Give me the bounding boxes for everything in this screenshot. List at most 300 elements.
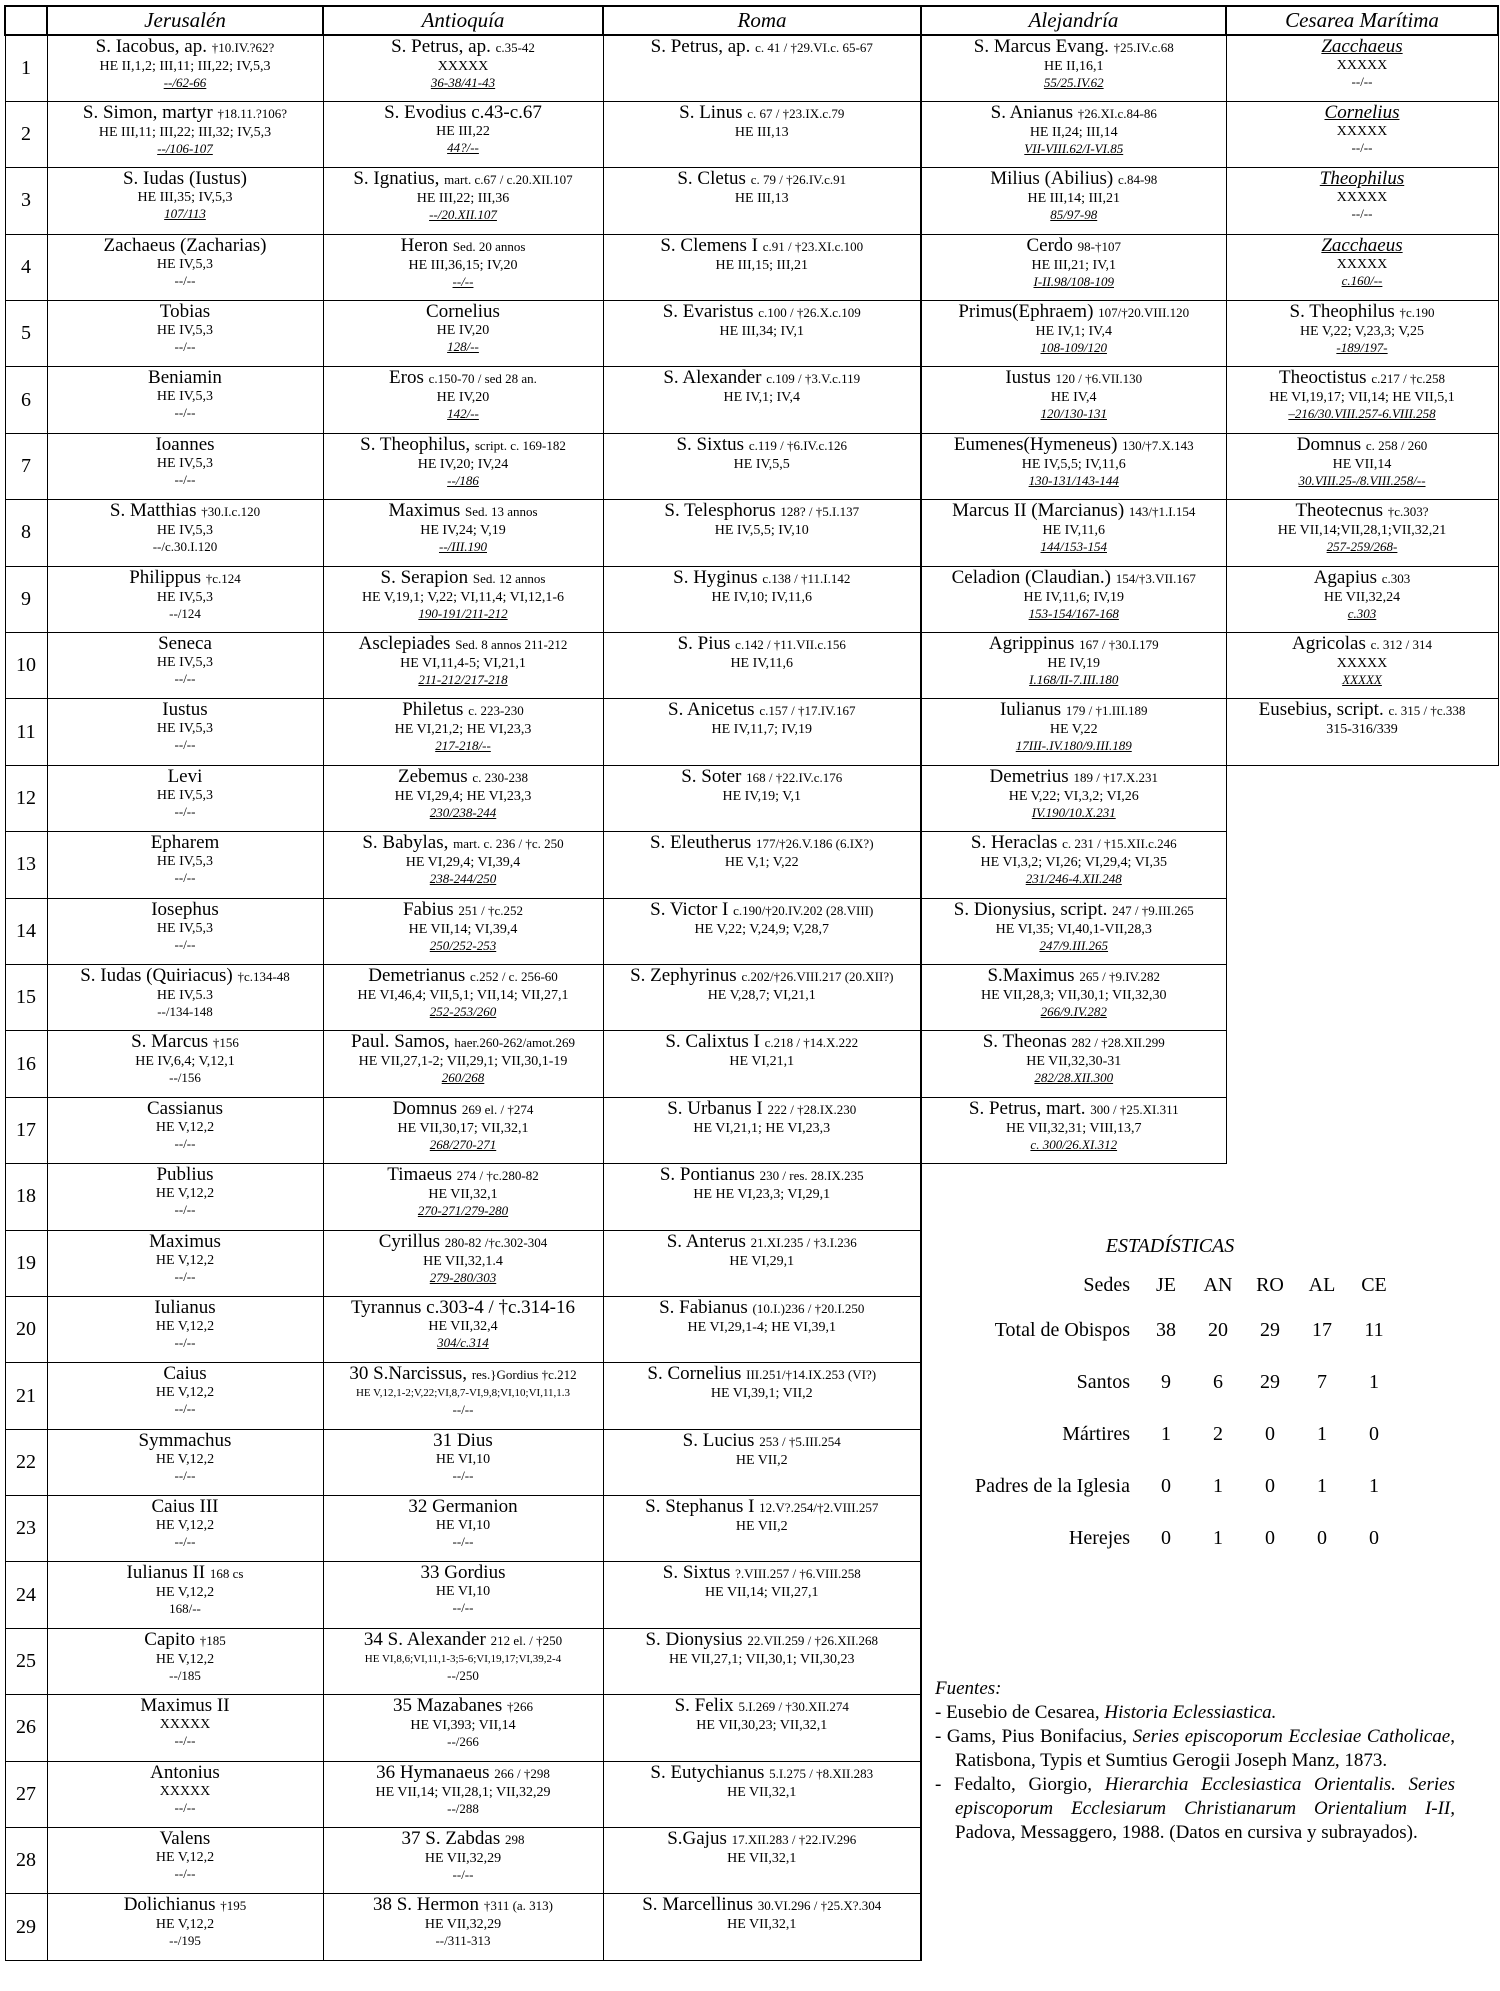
source-title: Series episcoporum Ecclesiae Catholicae	[1132, 1726, 1451, 1747]
bishop-name-text: Symmachus	[138, 1429, 232, 1451]
pontificate-dates: 282/28.XII.300	[1034, 1070, 1114, 1086]
bishop-name-text: Valens	[159, 1828, 211, 1850]
bishop-name-text: S. Ignatius,	[353, 168, 440, 190]
source-ref: HE VII,32,4	[428, 1318, 498, 1334]
bishop-name-text: S. Cletus	[677, 168, 746, 190]
source-author: - Fedalto, Giorgio,	[935, 1774, 1105, 1795]
bishop-name-text: Cassianus	[147, 1097, 223, 1119]
cell-jerusalen	[47, 367, 323, 433]
row-number: 19	[5, 1230, 47, 1296]
bishop-name	[924, 1098, 1224, 1120]
pontificate-dates: --/195	[169, 1933, 201, 1949]
bishop-name	[606, 1231, 919, 1253]
source-ref: HE IV,5,5; IV,10	[714, 523, 809, 539]
table-row	[5, 898, 1498, 964]
bishop-name-text: S. Iacobus, ap.	[95, 36, 207, 57]
bishop-dates: 143/†1.I.154	[1128, 504, 1196, 520]
cell-alejandria	[921, 433, 1226, 499]
bishop-name-text: Capito	[144, 1628, 195, 1650]
row-number: 22	[5, 1429, 47, 1495]
pontificate-dates: --/--	[452, 1534, 474, 1550]
row-number: 29	[5, 1894, 47, 1960]
source-ref: HE IV,5,3	[156, 787, 214, 803]
source-ref: XXXXX	[1336, 656, 1388, 672]
source-ref: HE III,15; III,21	[715, 257, 809, 273]
bishop-name-text: Philetus	[402, 699, 464, 721]
bishop-dates: 130/†7.X.143	[1122, 437, 1194, 453]
bishop-name	[50, 367, 321, 388]
cell-cesarea	[1226, 566, 1498, 632]
pontificate-dates: 55/25.IV.62	[1043, 75, 1104, 90]
bishop-name	[606, 367, 919, 389]
cell-roma	[603, 765, 921, 831]
cell-roma	[603, 101, 921, 167]
bishop-name	[606, 1695, 919, 1717]
source-ref: HE VII,14; VII,28,1; VII,32,29	[375, 1784, 551, 1800]
source-ref: HE IV,11,6	[1042, 523, 1106, 539]
bishop-name-text: Philippus	[129, 566, 202, 588]
bishop-name	[606, 1762, 919, 1784]
source-ref: HE VII,32,29	[424, 1917, 502, 1933]
table-row	[5, 500, 1498, 566]
cell-roma	[603, 1828, 921, 1894]
bishop-name	[326, 36, 601, 58]
bishop-name-text: S. Fabianus	[659, 1296, 748, 1318]
row-number: 4	[5, 234, 47, 300]
bishop-name-text: 36 Hymanaeus	[376, 1761, 490, 1783]
header-jerusalen: Jerusalén	[47, 6, 323, 35]
bishop-name	[50, 567, 321, 589]
row-number: 10	[5, 633, 47, 699]
cell-antioquia	[323, 35, 603, 101]
bishop-name	[606, 832, 919, 854]
bishop-dates: 253 / †5.III.254	[759, 1433, 841, 1449]
source-publisher: , Ratisbona, Typis et Sumtius Gerogii Joseph Manz, 1873.	[955, 1726, 1455, 1771]
bishop-name-text: S. Eutychianus	[650, 1761, 765, 1783]
bishop-name	[50, 1031, 321, 1053]
bishop-name	[1229, 102, 1496, 123]
bishop-name	[1229, 36, 1496, 57]
source-author: - Eusebio de Cesarea,	[935, 1702, 1105, 1723]
row-number: 26	[5, 1695, 47, 1761]
bishop-name	[326, 367, 601, 389]
bishop-name	[326, 1894, 601, 1916]
bishop-name-text: S. Evaristus	[662, 301, 754, 323]
source-ref: HE V,12,2	[155, 1385, 215, 1401]
stats-label: Santos	[1076, 1370, 1130, 1393]
cell-roma	[603, 1296, 921, 1362]
row-number: 20	[5, 1296, 47, 1362]
bishop-name	[50, 168, 321, 189]
source-ref: HE IV,5.3	[156, 987, 214, 1003]
pontificate-dates: 250/252-253	[429, 937, 497, 953]
source-ref: HE V,12,2	[155, 1518, 215, 1534]
source-ref: HE VII,27,1; VII,30,1; VII,30,23	[669, 1651, 855, 1667]
bishop-name-text: S. Theophilus	[1289, 301, 1395, 323]
bishop-name-text: S. Pius	[677, 633, 731, 655]
cell-antioquia	[323, 1628, 603, 1694]
source-ref: HE III,14; III,21	[1027, 191, 1121, 207]
table-row	[5, 1164, 1498, 1230]
bishop-name	[50, 1629, 321, 1651]
bishop-dates: res.}Gordius †c.212	[471, 1367, 577, 1383]
cell-alejandria	[921, 1097, 1226, 1163]
bishop-dates: 300 / †25.XI.311	[1090, 1101, 1179, 1117]
source-ref: XXXXX	[1336, 256, 1388, 272]
bishop-name	[50, 500, 321, 522]
source-ref: HE VII,30,23; VII,32,1	[696, 1718, 828, 1734]
stats-value: 1	[1317, 1474, 1327, 1497]
empty-cell	[1226, 832, 1498, 898]
bishops-table	[4, 5, 1499, 1961]
bishop-name	[606, 1363, 919, 1385]
bishop-name	[1229, 367, 1496, 389]
bishop-dates: c. 312 / 314	[1370, 637, 1432, 653]
cell-jerusalen	[47, 1230, 323, 1296]
source-ref: HE VI,21,1; HE VI,23,3	[693, 1120, 831, 1136]
source-ref: HE III,22; III,36	[416, 191, 510, 207]
bishop-name	[326, 965, 601, 987]
bishop-dates: c.218 / †14.X.222	[764, 1035, 859, 1051]
bishop-name-text: S. Petrus, ap.	[391, 36, 491, 57]
source-ref: HE IV,20; IV,24	[417, 456, 509, 472]
source-ref: XXXXX	[1336, 190, 1388, 206]
bishop-name	[606, 434, 919, 456]
pontificate-dates: c.303	[1347, 605, 1377, 621]
bishop-name-text: Caius	[163, 1363, 207, 1385]
bishop-name-text: S.Gajus	[667, 1828, 727, 1850]
bishop-name-text: Agapius	[1313, 566, 1378, 588]
bishop-name	[50, 832, 321, 853]
pontificate-dates: --/--	[174, 1135, 196, 1151]
pontificate-dates: XXXXX	[1342, 672, 1382, 688]
bishop-dates: 282 / †28.XII.299	[1071, 1035, 1165, 1051]
bishop-dates: †c.303?	[1387, 504, 1429, 520]
stats-header-cell: AL	[1308, 1273, 1336, 1296]
source-ref: HE II,16,1	[1044, 59, 1104, 74]
cell-antioquia	[323, 832, 603, 898]
cell-antioquia	[323, 1695, 603, 1761]
row-number: 7	[5, 433, 47, 499]
empty-cell	[1226, 1164, 1498, 1230]
cell-roma	[603, 1097, 921, 1163]
bishop-name	[50, 434, 321, 455]
row-number: 25	[5, 1628, 47, 1694]
bishop-name	[50, 1828, 321, 1849]
stats-table	[930, 1266, 1400, 1564]
bishop-name-text: S. Serapion	[380, 566, 469, 588]
bishop-name-text: Zebemus	[397, 765, 468, 787]
bishop-dates: 247 / †9.III.265	[1112, 902, 1194, 918]
cell-antioquia	[323, 898, 603, 964]
bishop-dates: 17.XII.283 / †22.IV.296	[731, 1832, 857, 1848]
pontificate-dates: 17III-.IV.180/9.III.189	[1015, 738, 1132, 754]
empty-cell	[1226, 1562, 1498, 1628]
sources-heading: Fuentes:	[935, 1678, 1002, 1699]
bishop-dates: 230 / res. 28.IX.235	[759, 1168, 864, 1184]
bishop-dates: c.84-98	[1117, 172, 1158, 188]
bishop-dates: c. 79 / †26.IV.c.91	[750, 172, 847, 188]
stats-row	[930, 1408, 1400, 1460]
bishop-name-text: S. Petrus, mart.	[968, 1097, 1086, 1119]
bishop-name-text: Celadion (Claudian.)	[951, 566, 1111, 588]
source-ref: HE III,13	[734, 191, 789, 207]
bishop-name	[50, 1430, 321, 1451]
pontificate-dates: --/III.190	[438, 539, 487, 555]
bishop-name	[924, 633, 1224, 655]
bishop-name-text: Tobias	[159, 301, 211, 323]
source-ref: HE IV,1; IV,4	[1035, 324, 1112, 340]
pontificate-dates: 30.VIII.25-/8.VIII.258/--	[1298, 472, 1426, 488]
bishop-dates: †30.I.c.120	[201, 504, 261, 520]
bishop-name	[606, 235, 919, 257]
cell-jerusalen	[47, 1894, 323, 1960]
stats-value: 0	[1369, 1526, 1379, 1549]
cell-antioquia	[323, 1562, 603, 1628]
pontificate-dates: --/311-313	[435, 1933, 491, 1949]
cell-jerusalen	[47, 168, 323, 234]
pontificate-dates: 270-271/279-280	[417, 1203, 509, 1219]
source-ref: HE V,22; VI,3,2; VI,26	[1008, 788, 1139, 804]
bishop-dates: c.35-42	[495, 40, 535, 55]
pontificate-dates: 247/9.III.265	[1039, 937, 1109, 953]
bishop-name-text: S. Iudas (Quiriacus)	[80, 964, 233, 986]
stats-value: 1	[1369, 1370, 1379, 1393]
bishop-name-text: S. Marcus Evang.	[973, 36, 1109, 57]
cell-jerusalen	[47, 1031, 323, 1097]
bishop-name	[326, 102, 601, 123]
bishop-dates: c. 41 / †29.VI.c. 65-67	[755, 40, 873, 55]
bishop-dates: 120 / †6.VII.130	[1055, 371, 1143, 387]
source-ref: HE III,21; IV,1	[1031, 257, 1116, 273]
bishop-dates: c. 223-230	[468, 703, 524, 719]
pontificate-dates: --/185	[169, 1667, 201, 1683]
bishop-name	[924, 434, 1224, 456]
bishop-name	[50, 36, 321, 58]
source-ref: HE III,34; IV,1	[719, 324, 804, 340]
cell-antioquia	[323, 1894, 603, 1960]
bishop-dates: †156	[212, 1035, 239, 1051]
source-ref: HE IV,5,5	[733, 456, 790, 472]
pontificate-dates: --/--	[174, 405, 196, 421]
bishop-dates: 98-†107	[1077, 238, 1122, 254]
bishop-dates: 168 / †22.IV.c.176	[746, 769, 843, 785]
pontificate-dates: 120/130-131	[1040, 406, 1107, 422]
source-ref: HE VII,14;VII,28,1;VII,32,21	[1277, 523, 1447, 539]
bishop-name	[326, 1430, 601, 1451]
source-ref: HE VII,32,1	[727, 1784, 797, 1800]
bishop-name-text: 33 Gordius	[420, 1562, 506, 1584]
source-ref: HE III,22	[436, 123, 490, 139]
bishop-name	[50, 1297, 321, 1318]
bishop-name-text: S. Anianus	[990, 101, 1074, 123]
bishop-name-text: 34 S. Alexander	[363, 1628, 486, 1650]
bishop-name	[606, 102, 919, 124]
pontificate-dates: 238-244/250	[429, 871, 497, 887]
pontificate-dates: --/--	[174, 803, 196, 819]
bishop-name	[50, 1695, 321, 1716]
bishop-dates: (10.I.)236 / †20.I.250	[752, 1300, 865, 1316]
row-number: 28	[5, 1828, 47, 1894]
bishop-name	[50, 102, 321, 124]
cell-alejandria	[921, 765, 1226, 831]
bishop-dates: †195	[220, 1898, 247, 1914]
bishop-name-text: Demetrianus	[368, 964, 466, 986]
bishop-name-text: S. Sixtus	[662, 1562, 731, 1584]
stats-value: 6	[1213, 1370, 1223, 1393]
source-ref: HE II,1,2; III,11; III,22; IV,5,3	[99, 59, 271, 74]
bishop-dates: Sed. 12 annos	[472, 570, 546, 586]
bishop-name-text: Iulianus II	[126, 1562, 206, 1584]
bishop-name-text: Cornelius	[1324, 101, 1400, 123]
cell-antioquia	[323, 765, 603, 831]
pontificate-dates: --/--	[174, 671, 196, 687]
sources-block	[935, 1677, 1455, 1845]
bishop-dates: c. 231 / †15.XII.c.246	[1062, 836, 1177, 852]
pontificate-dates: --/--	[174, 1467, 196, 1483]
bishop-dates: 107/†20.VIII.120	[1098, 305, 1190, 321]
pontificate-dates: I-II.98/108-109	[1033, 273, 1114, 289]
header-antioquia: Antioquía	[323, 6, 603, 35]
bishop-name	[50, 965, 321, 987]
cell-roma	[603, 1894, 921, 1960]
pontificate-dates: --/--	[452, 1467, 474, 1483]
stats-value: 2	[1213, 1422, 1223, 1445]
cell-alejandria	[921, 234, 1226, 300]
bishop-name	[326, 1231, 601, 1253]
source-ref: HE V,19,1; V,22; VI,11,4; VI,12,1-6	[361, 589, 565, 605]
pontificate-dates: --/--	[174, 1866, 196, 1882]
row-number: 18	[5, 1164, 47, 1230]
source-ref: HE VII,28,3; VII,30,1; VII,32,30	[981, 987, 1167, 1003]
pontificate-dates: IV.190/10.X.231	[1031, 804, 1116, 820]
cell-antioquia	[323, 1031, 603, 1097]
source-item	[935, 1701, 1455, 1725]
cell-alejandria	[921, 832, 1226, 898]
bishop-name-text: S. Victor I	[650, 898, 729, 920]
stats-value: 29	[1260, 1370, 1280, 1393]
cell-roma	[603, 367, 921, 433]
table-row	[5, 433, 1498, 499]
cell-alejandria	[921, 1031, 1226, 1097]
pontificate-dates: c.160/--	[1341, 272, 1383, 288]
pontificate-dates: 85/97-98	[1050, 207, 1098, 223]
row-number: 9	[5, 566, 47, 632]
bishop-dates: c.202/†26.VIII.217 (20.XII?)	[741, 968, 894, 984]
source-ref: HE VI,39,1; VII,2	[710, 1386, 813, 1402]
bishop-name-text: Publius	[156, 1164, 214, 1186]
bishop-name	[606, 1031, 919, 1053]
bishop-dates: 177/†26.V.186 (6.IX?)	[756, 836, 874, 852]
bishop-name	[606, 699, 919, 721]
bishop-name-text: Maximus	[149, 1230, 221, 1252]
source-ref: HE VII,14; VII,27,1	[705, 1585, 819, 1601]
bishop-dates: c.109 / †3.V.c.119	[766, 371, 861, 387]
bishop-name-text: Agricolas	[1291, 633, 1366, 655]
bishop-name-text: S. Simon, martyr	[82, 101, 213, 123]
cell-jerusalen	[47, 1828, 323, 1894]
bishop-name-text: Domnus	[392, 1097, 458, 1119]
pontificate-dates: 257-259/268-	[1326, 539, 1398, 555]
cell-cesarea	[1226, 500, 1498, 566]
cell-antioquia	[323, 1761, 603, 1827]
bishop-dates: III.251/†14.IX.253 (VI?)	[746, 1367, 877, 1383]
cell-jerusalen	[47, 699, 323, 765]
bishop-name-text: Primus(Ephraem)	[958, 301, 1094, 323]
bishop-name-text: 38 S. Hermon	[372, 1894, 480, 1916]
source-ref: HE VII,2	[735, 1519, 788, 1535]
bishop-name-text: Zacchaeus	[1321, 36, 1403, 57]
bishop-name	[1229, 699, 1496, 721]
bishop-name-text: Zacchaeus	[1321, 234, 1403, 256]
bishop-name	[50, 1894, 321, 1916]
bishop-dates: 167 / †30.I.179	[1079, 637, 1159, 653]
cell-jerusalen	[47, 1695, 323, 1761]
row-number: 5	[5, 301, 47, 367]
source-ref: HE IV,4	[1050, 390, 1097, 406]
bishop-dates: c.142 / †11.VII.c.156	[735, 637, 846, 653]
source-ref: XXXXX	[437, 59, 489, 74]
bishop-name-text: S. Eleutherus	[649, 832, 752, 854]
bishop-name-text: S. Theonas	[982, 1031, 1067, 1053]
bishop-name	[326, 633, 601, 655]
bishop-name-text: S. Calixtus I	[665, 1031, 760, 1053]
source-ref: HE III,35; IV,5,3	[137, 190, 233, 206]
bishop-name-text: Timaeus	[387, 1164, 453, 1186]
source-ref: HE VI,21,2; HE VI,23,3	[394, 722, 532, 738]
cell-cesarea	[1226, 367, 1498, 433]
source-ref: HE V,28,7; VI,21,1	[707, 987, 816, 1003]
source-ref: HE VI,29,4; HE VI,23,3	[394, 788, 532, 804]
bishop-dates: †10.IV.?62?	[211, 40, 275, 55]
cell-cesarea	[1226, 234, 1498, 300]
bishop-name	[924, 965, 1224, 987]
cell-antioquia	[323, 168, 603, 234]
pontificate-dates: --/--	[452, 1600, 474, 1616]
stats-value: 38	[1156, 1318, 1176, 1341]
header-alejandria: Alejandría	[921, 6, 1226, 35]
cell-roma	[603, 301, 921, 367]
bishop-name	[50, 1562, 321, 1584]
bishop-name	[1229, 500, 1496, 522]
source-ref: HE VII,14; VI,39,4	[408, 921, 518, 937]
bishop-name-text: S. Hyginus	[673, 566, 758, 588]
empty-cell	[1226, 1097, 1498, 1163]
bishop-name-text: Maximus	[388, 500, 461, 522]
source-ref: HE V,12,2	[155, 1585, 215, 1601]
source-ref: HE VI,10	[435, 1584, 491, 1600]
table-row	[5, 301, 1498, 367]
bishop-name	[326, 832, 601, 854]
bishop-name	[606, 1562, 919, 1584]
source-ref: HE IV,11,6; IV,19	[1023, 589, 1124, 605]
source-ref: HE V,12,2	[155, 1850, 215, 1866]
bishop-dates: 251 / †c.252	[458, 902, 524, 918]
bishop-name	[50, 899, 321, 920]
source-ref: HE V,12,2	[155, 1318, 215, 1334]
source-ref: HE IV,1; IV,4	[723, 390, 800, 406]
bishop-name	[606, 899, 919, 921]
bishop-name-text: S. Linus	[679, 101, 743, 123]
bishop-dates: †25.IV.c.68	[1113, 40, 1174, 55]
empty-cell	[921, 1562, 1226, 1628]
source-ref: HE IV,19	[1047, 656, 1101, 672]
source-ref: HE HE VI,23,3; VI,29,1	[693, 1187, 831, 1203]
bishop-dates: Sed. 8 annos 211-212	[455, 637, 568, 653]
bishop-name-text: S. Babylas,	[362, 832, 449, 854]
bishop-name-text: S. Telesphorus	[664, 500, 776, 522]
bishop-name	[326, 1562, 601, 1583]
